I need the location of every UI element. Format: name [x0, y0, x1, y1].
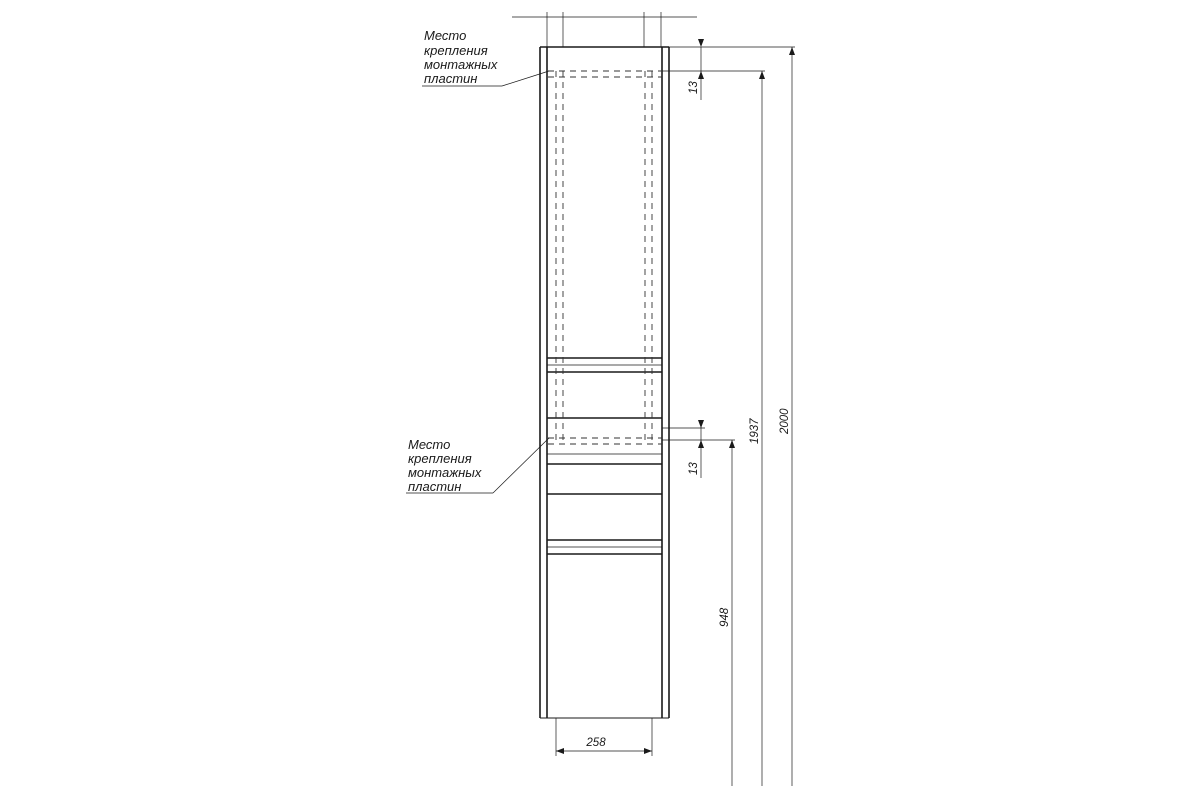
- top-width-dimension: [512, 12, 697, 47]
- callout-top-line-4: пластин: [424, 71, 478, 86]
- dim-width: [556, 718, 652, 756]
- hidden-mount-plates: [548, 71, 662, 444]
- callout-top-line-1: Место: [424, 28, 467, 43]
- cabinet-body: [540, 47, 669, 718]
- dim-offset-top: [662, 39, 795, 100]
- callout-top-line-3: монтажных: [424, 57, 498, 72]
- callout-bottom-line-4: пластин: [408, 479, 462, 494]
- callout-bottom-line-1: Место: [408, 437, 451, 452]
- cabinet-shelves: [547, 358, 662, 554]
- dim-width-label: 258: [586, 737, 606, 749]
- callout-top-line-2: крепления: [424, 43, 488, 58]
- dim-mount-bottom-label: 948: [719, 607, 731, 627]
- dim-total-label: 2000: [779, 408, 791, 434]
- dim-mount-top-label: 1937: [749, 418, 761, 444]
- callout-bottom-line-3: монтажных: [408, 465, 482, 480]
- dim-offset-top-label: 13: [688, 81, 700, 94]
- dim-offset-bottom-label: 13: [688, 462, 700, 475]
- dim-heights: [719, 47, 795, 786]
- callout-top: [422, 28, 549, 86]
- callout-bottom: [406, 437, 549, 494]
- dim-offset-bottom: [662, 420, 735, 478]
- callout-bottom-line-2: крепления: [408, 451, 472, 466]
